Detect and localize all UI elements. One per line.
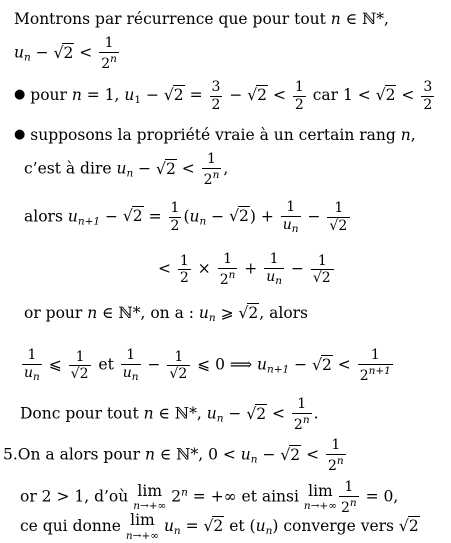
- limit: lim n→+∞: [133, 481, 167, 513]
- fraction: $\frac{1}{2^n}$: [203, 151, 220, 188]
- line-3: ● pour n = 1, $u_1 - √2$ = $\frac{3}{2}$ − √2 < $\frac{1}{2}$ car 1 < √2 < $\frac{3}{2}$: [14, 79, 433, 113]
- sqrt-2: √2: [280, 445, 301, 464]
- sqrt-2: √2: [398, 517, 419, 535]
- fraction: $\frac{1}{2}$: [179, 252, 189, 287]
- fraction: $\frac{1}{2}$: [294, 79, 304, 113]
- sqrt-2: √2: [312, 355, 332, 374]
- fraction: $\frac{1}{u_n}$: [282, 199, 299, 235]
- limit: lim n→+∞: [125, 511, 159, 542]
- line-5: c’est à dire $u_n - √2$ < $\frac{1}{2^n}$ ,: [24, 151, 229, 188]
- sqrt-2: √2: [247, 86, 268, 105]
- text: ∈ ℕ*,: [340, 10, 389, 28]
- fraction: $\frac{1}{u_n}$: [24, 347, 40, 384]
- sqrt-2: √2: [203, 517, 224, 535]
- text: −: [30, 43, 54, 62]
- fraction: $\frac{1}{2^n}$: [219, 251, 236, 288]
- line-7: < $\frac{1}{2}$ × $\frac{1}{2^n}$ + $\frac{1}{u_n}$ − $\frac{1}{√2}$: [158, 252, 336, 287]
- line-1: [14, 12, 389, 28]
- fraction: $\frac{1}{u_n}$: [266, 251, 283, 288]
- fraction: $\frac{1}{√2}$: [311, 254, 334, 286]
- sqrt-2: √2: [375, 86, 396, 105]
- line-11: 5.On a alors pour n ∈ ℕ*, $0 < u_n - √2$ < $\frac{1}{2^n}$: [3, 437, 344, 474]
- fraction: $\frac{1}{u_n}$: [122, 347, 139, 384]
- fraction: $\frac{3}{2}$: [211, 79, 221, 113]
- subscript: n: [23, 51, 31, 64]
- fraction: $\frac{1}{√2}$: [167, 350, 190, 382]
- line-9: $\frac{1}{u_n}$ ⩽ $\frac{1}{√2}$ et $\frac{1}{u_n}$ − $\frac{1}{√2}$ ⩽ 0 ⟹ $u_{n+1} - √2$ < $\frac{1}{2^{n+1}}$: [24, 347, 391, 384]
- sqrt-2: √2: [53, 43, 74, 62]
- fraction: $\frac{3}{2}$: [423, 79, 433, 113]
- fraction: $\frac{1}{2^n}$: [293, 396, 310, 433]
- sqrt-2: √2: [156, 159, 176, 178]
- bullet-icon: ●: [14, 127, 26, 142]
- sqrt-2: √2: [122, 207, 143, 226]
- line-2: [14, 36, 121, 71]
- fraction: $\frac{1}{2^n}$: [101, 35, 117, 72]
- sqrt-2: √2: [238, 304, 259, 322]
- fraction: $\frac{1}{2}$: [170, 200, 180, 234]
- sqrt-2: √2: [163, 86, 184, 105]
- fraction: $\frac{1}{2^n}$: [327, 437, 344, 474]
- var-n: n: [330, 10, 341, 28]
- fraction: $\frac{1}{√2}$: [69, 350, 92, 382]
- var-u: u: [14, 43, 24, 62]
- sqrt-2: √2: [229, 207, 249, 226]
- bullet-icon: ●: [14, 87, 26, 103]
- item-number: 5.: [3, 445, 18, 464]
- fraction: $\frac{1}{2^{n+1}}$: [359, 347, 391, 384]
- line-13: ce qui donne lim n→+∞ $u_n = √2$ et $(u_n)$ converge vers √2: [20, 511, 419, 542]
- line-8: or pour n ∈ ℕ*, on a : $u_n$ ⩾ √2, alors: [24, 304, 309, 324]
- line-10: Donc pour tout n ∈ ℕ*, $u_n - √2$ < $\frac{1}{2^n}$ .: [20, 396, 319, 433]
- line-12: or 2 > 1, d’où lim n→+∞ $2^n$ = +∞ et ainsi lim n→+∞ $\frac{1}{2^n}$ = 0,: [20, 479, 399, 516]
- fraction: $\frac{1}{2^n}$: [340, 479, 357, 516]
- text: <: [74, 43, 98, 62]
- line-4: ● supposons la propriété vraie à un certain rang n,: [14, 126, 416, 144]
- sqrt-2: √2: [246, 404, 267, 423]
- fraction: $\frac{1}{√2}$: [327, 201, 350, 233]
- text: Montrons par récurrence que pour tout: [14, 10, 331, 28]
- limit: lim n→+∞: [303, 481, 337, 513]
- line-6: alors $u_{n+1} - √2$ = $\frac{1}{2}$ $(u_n - √2)$ + $\frac{1}{u_n}$ − $\frac{1}{√2}$: [24, 200, 352, 235]
